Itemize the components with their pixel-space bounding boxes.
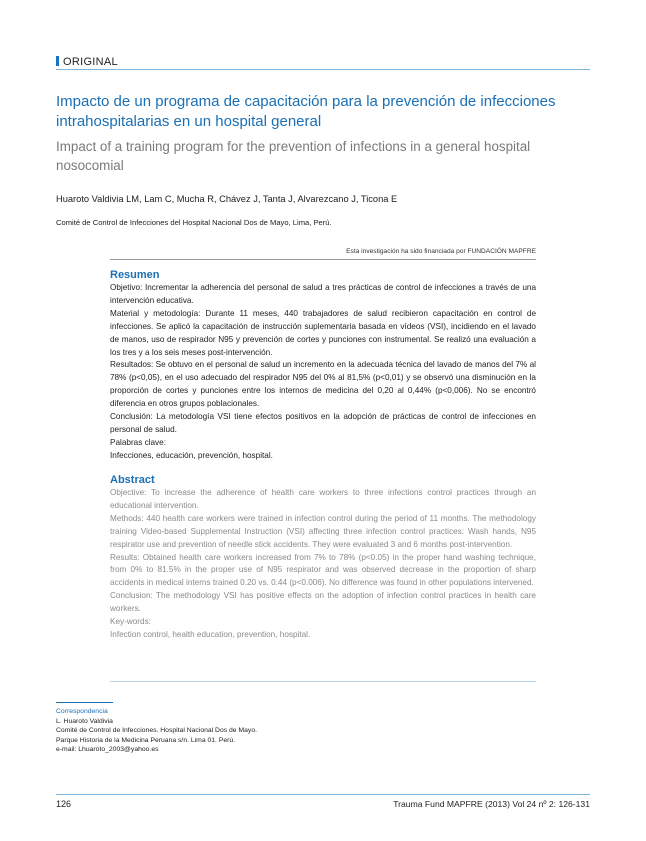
abstract-conclusion: Conclusion: The methodology VSI has positive effects on the adoption of infection control practices in health care workers. xyxy=(110,591,536,614)
abstract-heading: Abstract xyxy=(110,474,155,486)
correspondence-email: e-mail: Lhuaroto_2003@yahoo.es xyxy=(56,746,159,754)
abstract-results: Results: Obtained health care workers increased from 7% to 78% (p<0.05) in the proper hand washing technique, from 0% to 81.5% in the proper use of N95 respirator and was observed decrease in the proportion of sharp accidents in medical interns trained 0.20 vs. 0.44 (p<0.006). No difference was found in other populations intervened. xyxy=(110,552,536,588)
authors: Huaroto Valdivia LM, Lam C, Mucha R, Chávez J, Tanta J, Alvarezcano J, Ticona E xyxy=(56,194,398,204)
funding-note: Esta investigación ha sido financiada por FUNDACIÓN MAPFRE xyxy=(346,248,536,255)
correspondence-rule xyxy=(56,702,113,703)
correspondence-address: Parque Historia de la Medicina Peruana s/n. Lima 01. Perú. xyxy=(56,736,236,744)
resumen-conclusion: Conclusión: La metodología VSI tiene efectos positivos en la adopción de prácticas de control de infecciones en personal de salud. xyxy=(110,412,536,434)
title-spanish: Impacto de un programa de capacitación para la prevención de infecciones intrahospitalarias en un hospital general xyxy=(56,93,556,130)
abstract-objective: Objective: To increase the adherence of health care workers to three infections control practices through an educational intervention. xyxy=(110,488,536,510)
section-label xyxy=(56,56,118,68)
abstract-keywords-label: Key-words: xyxy=(110,617,151,627)
page-number: 126 xyxy=(56,799,72,809)
resumen-section xyxy=(110,269,536,463)
resumen-resultados: Resultados: Se obtuvo en el personal de salud un incremento en la adecuada técnica del lavado de manos del 7% al 78% (p<0,05), en el uso adecuado del respirador N95 del 0% al 81,5% (p<0,01) y se observó una disminución en la proporción de cortes y punciones entre los internos de medicina del 0,20 al 0,44% (p<0,006). No se encontró diferencia en otros grupos poblacionales. xyxy=(110,360,536,409)
correspondence-block xyxy=(56,707,257,755)
resumen-keywords-label: Palabras clave: xyxy=(110,437,166,447)
section-label-text: ORIGINAL xyxy=(63,56,118,68)
affiliation: Comité de Control de Infecciones del Hospital Nacional Dos de Mayo, Lima, Perú. xyxy=(56,218,332,227)
funding-rule xyxy=(110,259,536,260)
header-rule xyxy=(56,69,590,70)
correspondence-label: Correspondencia xyxy=(56,708,108,715)
abstract-methods: Methods: 440 health care workers were trained in infection control during the period of 11 months. The methodology training Video-based Supplemental Instruction (VSI) affecting three infection control practices: Wash hands, N95 respirator use and prevention of needle stick accidents. They were evaluated 3 and 6 months post-intervention. xyxy=(110,513,536,549)
footer-rule xyxy=(56,794,590,795)
section-marker xyxy=(56,56,59,66)
title-english: Impact of a training program for the prevention of infections in a general hospital nosocomial xyxy=(56,139,531,173)
resumen-heading: Resumen xyxy=(110,269,160,281)
journal-citation: Trauma Fund MAPFRE (2013) Vol 24 nº 2: 126-131 xyxy=(393,799,590,809)
abstract-section xyxy=(110,474,536,642)
resumen-metodologia: Material y metodología: Durante 11 meses, 440 trabajadores de salud recibieron capacitación en control de infecciones. Se aplicó la capacitación de instrucción suplementaria basada en vídeos (VSI), incidiendo en el lavado de manos, uso de respirador N95 y prevención de cortes y punciones con instrumental. Se realizó una evaluación a los tres y a los seis meses post-intervención. xyxy=(110,308,536,357)
abstract-end-rule xyxy=(110,681,536,682)
correspondence-name: L. Huaroto Valdivia xyxy=(56,717,113,725)
resumen-keywords: Infecciones, educación, prevención, hospital. xyxy=(110,450,273,460)
resumen-objetivo: Objetivo: Incrementar la adherencia del personal de salud a tres prácticas de control de infecciones a través de una intervención educativa. xyxy=(110,283,536,305)
correspondence-institution: Comité de Control de Infecciones. Hospital Nacional Dos de Mayo. xyxy=(56,727,257,735)
abstract-keywords: Infection control, health education, prevention, hospital. xyxy=(110,629,311,639)
